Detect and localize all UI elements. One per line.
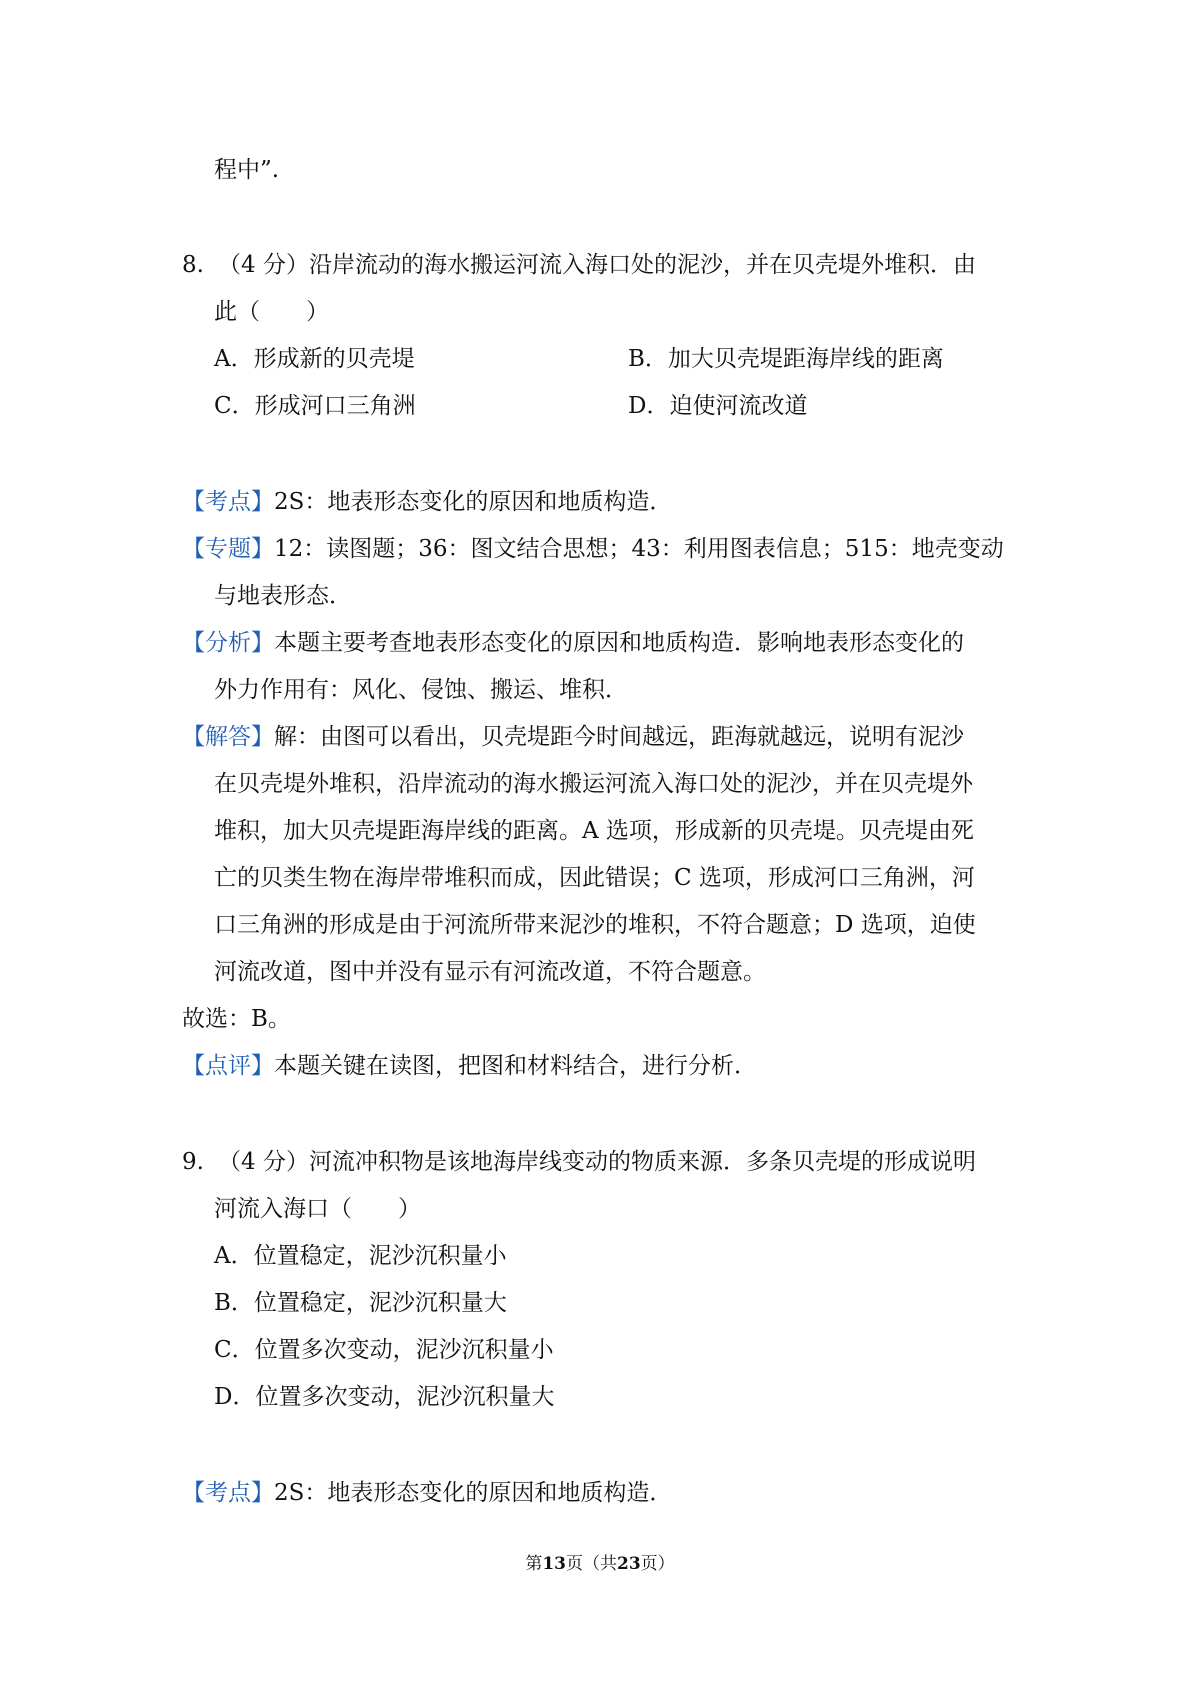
q8-option-d: D．迫使河流改道 <box>628 393 808 419</box>
fenxi-text: 本题主要考查地表形态变化的原因和地质构造．影响地表形态变化的 <box>274 630 964 656</box>
q9-option-c: C．位置多次变动，泥沙沉积量小 <box>214 1337 554 1363</box>
q9-kaodian <box>182 1477 672 1509</box>
q8-jieda-line2: 在贝壳堤外堆积，沿岸流动的海水搬运河流入海口处的泥沙，并在贝壳堤外 <box>214 771 973 797</box>
continuation-line: 程中”. <box>214 157 280 183</box>
q8-fenxi-line2: 外力作用有：风化、侵蚀、搬运、堆积． <box>214 677 628 703</box>
zhuanti-text: 12：读图题；36：图文结合思想；43：利用图表信息；515：地壳变动 <box>274 536 1004 562</box>
q8-jieda-line3: 堆积，加大贝壳堤距海岸线的距离。A 选项，形成新的贝壳堤。贝壳堤由死 <box>214 818 974 844</box>
q8-zhuanti <box>182 533 1004 565</box>
q9-number: 9. <box>182 1149 204 1175</box>
page-footer <box>0 1552 1200 1576</box>
q9-stem-text: （4 分）河流冲积物是该地海岸线变动的物质来源．多条贝壳堤的形成说明 <box>218 1149 976 1175</box>
dianping-tag: 【点评】 <box>182 1053 274 1079</box>
kaodian-tag: 【考点】 <box>182 489 274 515</box>
q8-fenxi <box>182 627 964 659</box>
q8-zhuanti-line2: 与地表形态． <box>214 583 352 609</box>
fenxi-tag: 【分析】 <box>182 630 274 656</box>
q9-option-a: A．位置稳定，泥沙沉积量小 <box>214 1243 507 1269</box>
q8-kaodian <box>182 486 672 518</box>
q8-stem-line1 <box>182 249 976 281</box>
footer-page-number: 13 <box>542 1554 566 1574</box>
kaodian-text: 2S：地表形态变化的原因和地质构造． <box>274 489 673 515</box>
footer-suffix: 页） <box>640 1554 675 1574</box>
footer-prefix: 第 <box>525 1554 543 1574</box>
footer-middle: 页（共 <box>566 1554 617 1574</box>
kaodian-tag: 【考点】 <box>182 1480 274 1506</box>
q8-stem-line2: 此（ ） <box>214 299 329 325</box>
q9-option-d: D．位置多次变动，泥沙沉积量大 <box>214 1384 555 1410</box>
footer-total-pages: 23 <box>617 1554 641 1574</box>
dianping-text: 本题关键在读图，把图和材料结合，进行分析． <box>274 1053 757 1079</box>
q8-jieda-line6: 河流改道，图中并没有显示有河流改道，不符合题意。 <box>214 959 766 985</box>
q8-number: 8. <box>182 252 204 278</box>
q8-jieda-line4: 亡的贝类生物在海岸带堆积而成，因此错误；C 选项，形成河口三角洲，河 <box>214 865 975 891</box>
jieda-tag: 【解答】 <box>182 724 274 750</box>
q8-option-a: A．形成新的贝壳堤 <box>214 346 415 372</box>
q9-stem-line2: 河流入海口（ ） <box>214 1196 421 1222</box>
q8-option-b: B．加大贝壳堤距海岸线的距离 <box>628 346 944 372</box>
q8-jieda <box>182 721 964 753</box>
q9-option-b: B．位置稳定，泥沙沉积量大 <box>214 1290 507 1316</box>
q8-option-c: C．形成河口三角洲 <box>214 393 416 419</box>
q9-stem-line1 <box>182 1146 976 1178</box>
kaodian-text: 2S：地表形态变化的原因和地质构造． <box>274 1480 673 1506</box>
q8-jieda-line5: 口三角洲的形成是由于河流所带来泥沙的堆积，不符合题意；D 选项，迫使 <box>214 912 976 938</box>
jieda-text: 解：由图可以看出，贝壳堤距今时间越远，距海就越远，说明有泥沙 <box>274 724 964 750</box>
q8-answer: 故选：B。 <box>182 1006 291 1032</box>
zhuanti-tag: 【专题】 <box>182 536 274 562</box>
q8-dianping <box>182 1050 757 1082</box>
q8-stem-text: （4 分）沿岸流动的海水搬运河流入海口处的泥沙，并在贝壳堤外堆积．由 <box>218 252 976 278</box>
